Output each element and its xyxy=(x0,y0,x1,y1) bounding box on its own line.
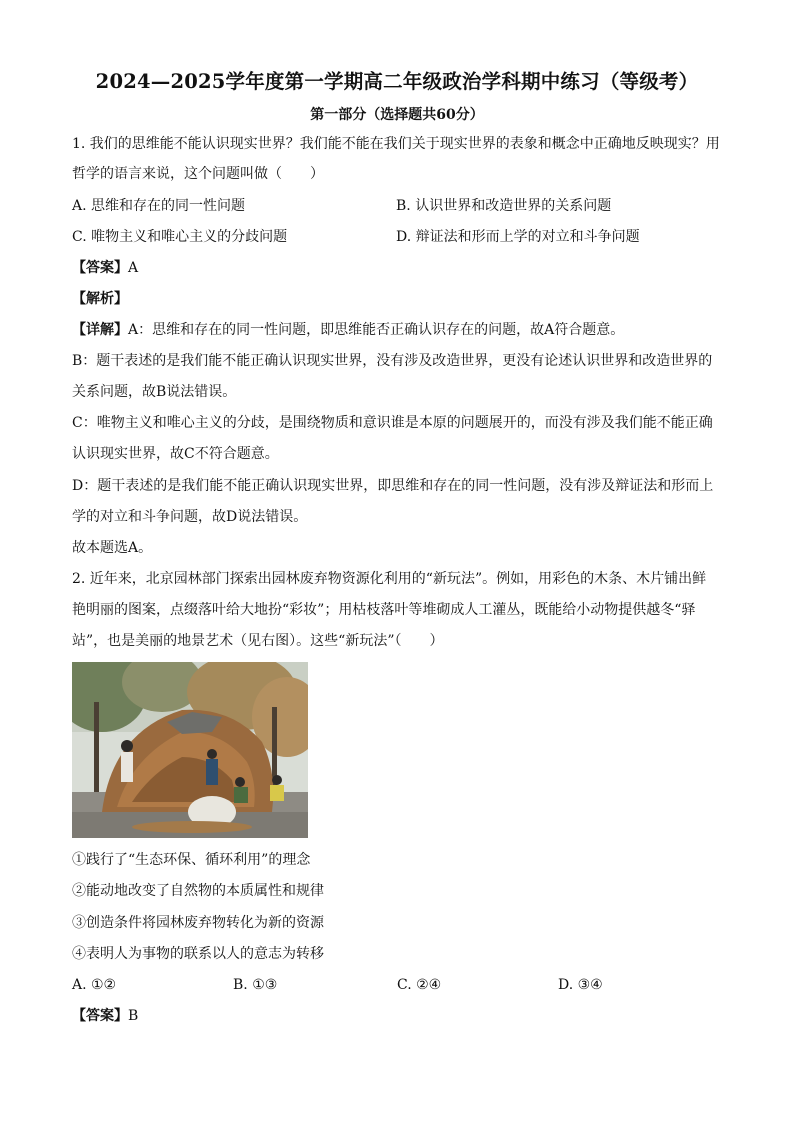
q1-option-b: B. 认识世界和改造世界的关系问题 xyxy=(396,198,612,214)
q1-conclusion: 故本题选A。 xyxy=(72,540,153,556)
page-title: 2024—2025学年度第一学期高二年级政治学科期中练习（等级考） xyxy=(95,70,699,93)
q2-item-3: ③创造条件将园林废弃物转化为新的资源 xyxy=(72,915,324,931)
detail-tag: 【详解】 xyxy=(72,322,128,338)
leaf-shelter-photo xyxy=(72,662,308,838)
q2-stem-line1: 2. 近年来，北京园林部门探索出园林废弃物资源化利用的“新玩法”。例如，用彩色的木条、木片铺出鲜 xyxy=(72,571,707,587)
q2-stem-line3: 站”，也是美丽的地景艺术（见右图）。这些“新玩法”（ ） xyxy=(72,633,444,649)
q2-option-a: A. ①② xyxy=(72,977,117,993)
q1-stem-line2: 哲学的语言来说，这个问题叫做（ ） xyxy=(72,166,324,182)
q1-answer xyxy=(72,258,138,278)
q1-detail-d-line1: D：题干表述的是我们能不能正确认识现实世界，即思维和存在的同一性问题，没有涉及辩证法和形而上 xyxy=(72,478,714,494)
q1-analysis-tag xyxy=(72,289,128,309)
q1-option-c: C. 唯物主义和唯心主义的分歧问题 xyxy=(72,229,288,245)
q2-stem-line2: 艳明丽的图案，点缀落叶给大地扮“彩妆”；用枯枝落叶等堆砌成人工灌丛，既能给小动物提供越冬“驿 xyxy=(72,602,696,618)
q1-option-d: D. 辩证法和形而上学的对立和斗争问题 xyxy=(396,229,640,245)
answer-tag: 【答案】 xyxy=(72,260,128,276)
q2-answer xyxy=(72,1006,138,1026)
q2-option-c: C. ②④ xyxy=(397,977,442,993)
q2-option-b: B. ①③ xyxy=(233,977,278,993)
answer-value: A xyxy=(128,260,139,276)
q1-option-a: A. 思维和存在的同一性问题 xyxy=(72,198,246,214)
section-heading: 第一部分（选择题共60分） xyxy=(310,107,484,123)
analysis-tag: 【解析】 xyxy=(72,291,128,307)
q1-detail-b-line1: B：题干表述的是我们能不能正确认识现实世界，没有涉及改造世界，更没有论述认识世界和改造世界的 xyxy=(72,353,713,369)
q1-detail-a xyxy=(72,320,624,340)
q1-detail-d-line2: 学的对立和斗争问题，故D说法错误。 xyxy=(72,509,308,525)
q2-option-d: D. ③④ xyxy=(558,977,603,993)
q2-item-4: ④表明人为事物的联系以人的意志为转移 xyxy=(72,946,324,962)
q1-detail-b-line2: 关系问题，故B说法错误。 xyxy=(72,384,237,400)
answer-value: B xyxy=(128,1008,139,1024)
q1-detail-c-line2: 认识现实世界，故C不符合题意。 xyxy=(72,446,279,462)
detail-a-text: A：思维和存在的同一性问题，即思维能否正确认识存在的问题，故A符合题意。 xyxy=(128,322,625,338)
q2-item-2: ②能动地改变了自然物的本质属性和规律 xyxy=(72,883,324,899)
q1-detail-c-line1: C：唯物主义和唯心主义的分歧，是围绕物质和意识谁是本原的问题展开的，而没有涉及我们能不能正确 xyxy=(72,415,713,431)
q1-stem-line1: 1. 我们的思维能不能认识现实世界？我们能不能在我们关于现实世界的表象和概念中正确地反映现实？用 xyxy=(72,136,720,152)
answer-tag: 【答案】 xyxy=(72,1008,128,1024)
photo-illustration xyxy=(72,662,308,838)
q2-item-1: ①践行了“生态环保、循环利用”的理念 xyxy=(72,852,311,868)
